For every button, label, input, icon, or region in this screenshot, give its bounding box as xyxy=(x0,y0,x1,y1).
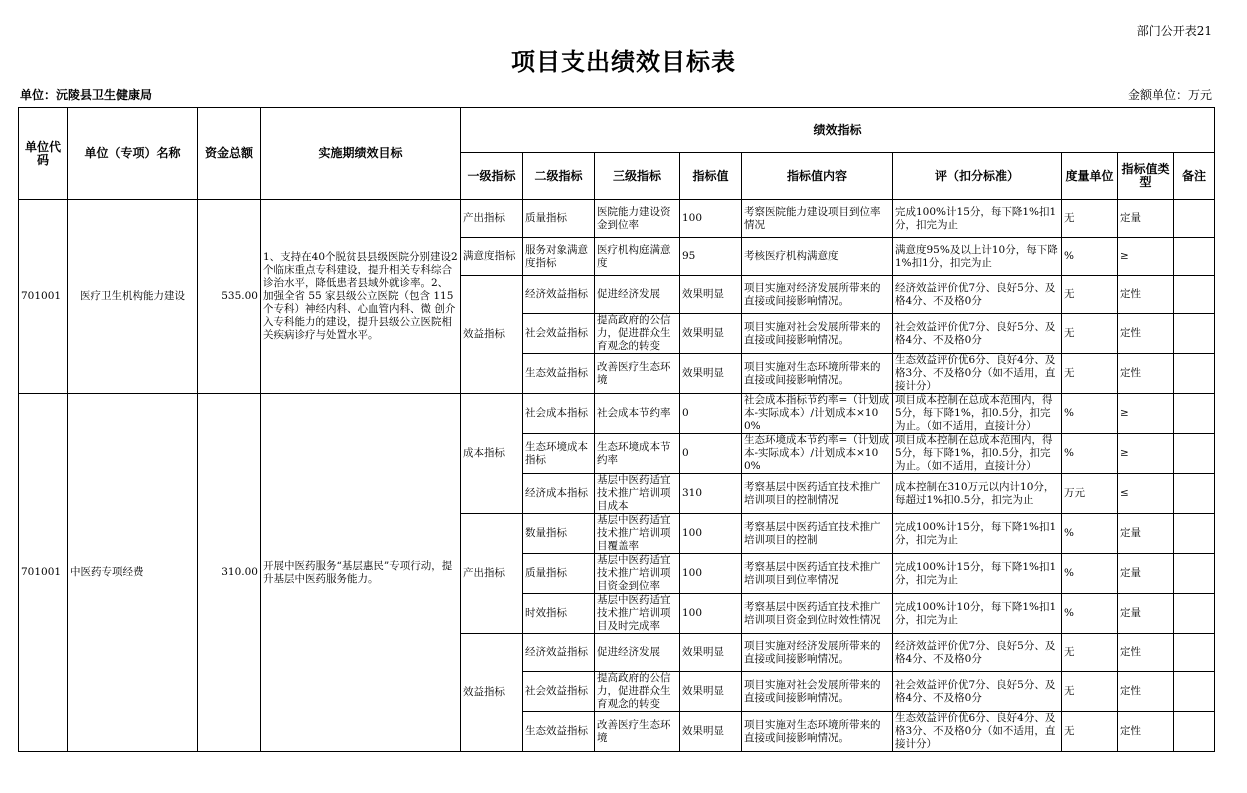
scoring-text: 完成100%计10分，每下降1%扣1分，扣完为止 xyxy=(895,600,1057,626)
level3-cell xyxy=(595,474,680,514)
unit-cell: % xyxy=(1062,514,1118,554)
unit-cell: % xyxy=(1062,394,1118,434)
content-text: 项目实施对社会发展所带来的直接或间接影响情况。 xyxy=(744,678,881,704)
level2-cell: 质量指标 xyxy=(523,554,595,594)
project-amount: 310.00 xyxy=(198,394,261,752)
level2-cell: 生态环境成本指标 xyxy=(523,434,595,474)
scoring-cell xyxy=(893,314,1062,354)
level3-cell xyxy=(595,554,680,594)
scoring-text: 项目成本控制在总成本范围内，得5分，每下降1%，扣0.5分，扣完为止。（如不适用，直接计分） xyxy=(895,394,1053,432)
scoring-text: 完成100%计15分，每下降1%扣1分，扣完为止 xyxy=(895,560,1057,586)
type-cell: 定性 xyxy=(1118,712,1174,752)
value-cell: 效果明显 xyxy=(680,354,742,394)
scoring-text: 项目成本控制在总成本范围内，得5分，每下降1%，扣0.5分，扣完为止。（如不适用，直接计分） xyxy=(895,434,1053,472)
level3-cell xyxy=(595,200,680,238)
level3-cell xyxy=(595,434,680,474)
scoring-cell xyxy=(893,554,1062,594)
level3-text: 基层中医药适宜技术推广培训项目及时完成率 xyxy=(597,594,671,632)
project-name: 医疗卫生机构能力建设 xyxy=(68,200,198,394)
value-cell: 100 xyxy=(680,554,742,594)
level3-text: 基层中医药适宜技术推广培训项目覆盖率 xyxy=(597,514,671,552)
content-cell xyxy=(742,672,893,712)
value-cell: 效果明显 xyxy=(680,634,742,672)
level3-text: 提高政府的公信力，促进群众生育观念的转变 xyxy=(597,314,671,352)
scoring-text: 完成100%计15分，每下降1%扣1分，扣完为止 xyxy=(895,520,1057,546)
type-cell: 定量 xyxy=(1118,514,1174,554)
value-cell: 100 xyxy=(680,200,742,238)
level3-cell xyxy=(595,394,680,434)
level3-text: 基层中医药适宜技术推广培训项目成本 xyxy=(597,474,671,512)
level3-text: 生态环境成本节约率 xyxy=(597,440,671,466)
type-cell: ≤ xyxy=(1118,474,1174,514)
value-cell: 效果明显 xyxy=(680,712,742,752)
remark-cell xyxy=(1174,434,1215,474)
scoring-cell xyxy=(893,514,1062,554)
type-cell: ≥ xyxy=(1118,238,1174,276)
unit-cell: 万元 xyxy=(1062,474,1118,514)
content-text: 项目实施对生态环境所带来的直接或间接影响情况。 xyxy=(744,360,881,386)
remark-cell xyxy=(1174,354,1215,394)
remark-cell xyxy=(1174,514,1215,554)
project-amount: 535.00 xyxy=(198,200,261,394)
content-text: 社会成本指标节约率=（计划成本-实际成本）/计划成本×100% xyxy=(744,394,890,432)
unit-cell: 无 xyxy=(1062,314,1118,354)
header-level3: 三级指标 xyxy=(595,153,680,200)
content-text: 考察医院能力建设项目到位率情况 xyxy=(744,205,881,231)
content-text: 项目实施对经济发展所带来的直接或间接影响情况。 xyxy=(744,639,881,665)
content-cell xyxy=(742,238,893,276)
unit-label: 单位：沅陵县卫生健康局 xyxy=(20,88,153,102)
header-scoring: 评（扣分标准） xyxy=(893,153,1062,200)
remark-cell xyxy=(1174,394,1215,434)
level1-cell: 产出指标 xyxy=(461,200,523,238)
content-text: 考核医疗机构满意度 xyxy=(744,250,839,262)
level2-cell: 服务对象满意度指标 xyxy=(523,238,595,276)
remark-cell xyxy=(1174,634,1215,672)
level3-text: 社会成本节约率 xyxy=(597,407,671,419)
type-cell: 定量 xyxy=(1118,200,1174,238)
page-title: 项目支出绩效目标表 xyxy=(511,48,736,76)
level3-text: 改善医疗生态环境 xyxy=(597,718,671,744)
scoring-cell xyxy=(893,394,1062,434)
content-text: 项目实施对生态环境所带来的直接或间接影响情况。 xyxy=(744,718,881,744)
level3-cell xyxy=(595,634,680,672)
scoring-cell xyxy=(893,238,1062,276)
header-unit-name: 单位（专项）名称 xyxy=(68,108,198,200)
scoring-cell xyxy=(893,712,1062,752)
content-cell xyxy=(742,634,893,672)
content-text: 考察基层中医药适宜技术推广培训项目的控制情况 xyxy=(744,480,881,506)
level3-text: 医疗机构庭满意度 xyxy=(597,243,671,269)
type-cell: 定性 xyxy=(1118,634,1174,672)
level3-cell xyxy=(595,276,680,314)
scoring-cell xyxy=(893,594,1062,634)
header-level2: 二级指标 xyxy=(523,153,595,200)
unit-cell: 无 xyxy=(1062,712,1118,752)
scoring-text: 社会效益评价优7分、良好5分、及格4分、不及格0分 xyxy=(895,678,1056,704)
remark-cell xyxy=(1174,200,1215,238)
type-cell: 定量 xyxy=(1118,594,1174,634)
scoring-cell xyxy=(893,672,1062,712)
header-value-type: 指标值类型 xyxy=(1118,153,1174,200)
type-cell: ≥ xyxy=(1118,434,1174,474)
level1-cell: 效益指标 xyxy=(461,276,523,394)
unit-cell: % xyxy=(1062,434,1118,474)
remark-cell xyxy=(1174,672,1215,712)
level3-text: 改善医疗生态环境 xyxy=(597,360,671,386)
value-cell: 效果明显 xyxy=(680,314,742,354)
content-text: 项目实施对经济发展所带来的直接或间接影响情况。 xyxy=(744,281,881,307)
level2-cell: 社会效益指标 xyxy=(523,672,595,712)
content-cell xyxy=(742,514,893,554)
content-cell xyxy=(742,276,893,314)
content-cell xyxy=(742,434,893,474)
level3-text: 促进经济发展 xyxy=(597,288,660,300)
remark-cell xyxy=(1174,238,1215,276)
value-cell: 0 xyxy=(680,394,742,434)
scoring-cell xyxy=(893,474,1062,514)
level3-cell xyxy=(595,354,680,394)
header-indicators: 绩效指标 xyxy=(461,108,1215,153)
performance-table xyxy=(18,107,1215,752)
value-cell: 0 xyxy=(680,434,742,474)
level1-cell: 产出指标 xyxy=(461,514,523,634)
header-unit-code: 单位代码 xyxy=(19,108,68,200)
content-cell xyxy=(742,354,893,394)
level2-cell: 生态效益指标 xyxy=(523,354,595,394)
level3-text: 提高政府的公信力，促进群众生育观念的转变 xyxy=(597,672,671,710)
content-cell xyxy=(742,200,893,238)
scoring-cell xyxy=(893,200,1062,238)
level2-cell: 时效指标 xyxy=(523,594,595,634)
level1-cell: 成本指标 xyxy=(461,394,523,514)
form-number: 部门公开表21 xyxy=(1136,24,1212,38)
value-cell: 95 xyxy=(680,238,742,276)
unit-cell: 无 xyxy=(1062,200,1118,238)
value-cell: 310 xyxy=(680,474,742,514)
remark-cell xyxy=(1174,712,1215,752)
type-cell: 定性 xyxy=(1118,276,1174,314)
header-total-funds: 资金总额 xyxy=(198,108,261,200)
level2-cell: 经济效益指标 xyxy=(523,276,595,314)
level2-cell: 经济效益指标 xyxy=(523,634,595,672)
type-cell: 定性 xyxy=(1118,314,1174,354)
amount-unit-label: 金额单位：万元 xyxy=(1127,88,1212,102)
unit-cell: % xyxy=(1062,594,1118,634)
remark-cell xyxy=(1174,474,1215,514)
remark-cell xyxy=(1174,554,1215,594)
level2-cell: 社会效益指标 xyxy=(523,314,595,354)
scoring-text: 经济效益评价优7分、良好5分、及格4分、不及格0分 xyxy=(895,639,1056,665)
content-text: 考察基层中医药适宜技术推广培训项目的控制 xyxy=(744,520,881,546)
level2-cell: 质量指标 xyxy=(523,200,595,238)
level2-cell: 生态效益指标 xyxy=(523,712,595,752)
remark-cell xyxy=(1174,594,1215,634)
header-value: 指标值 xyxy=(680,153,742,200)
scoring-text: 经济效益评价优7分、良好5分、及格4分、不及格0分 xyxy=(895,281,1056,307)
unit-cell: 无 xyxy=(1062,276,1118,314)
type-cell: ≥ xyxy=(1118,394,1174,434)
project-target: 开展中医药服务“基层惠民”专项行动，提升基层中医药服务能力。 xyxy=(261,394,461,752)
level3-cell xyxy=(595,314,680,354)
content-cell xyxy=(742,474,893,514)
unit-cell: 无 xyxy=(1062,634,1118,672)
header-content: 指标值内容 xyxy=(742,153,893,200)
content-cell xyxy=(742,594,893,634)
level3-text: 促进经济发展 xyxy=(597,646,660,658)
scoring-cell xyxy=(893,434,1062,474)
remark-cell xyxy=(1174,276,1215,314)
level3-cell xyxy=(595,594,680,634)
level1-cell: 效益指标 xyxy=(461,634,523,752)
header-level1: 一级指标 xyxy=(461,153,523,200)
header-target: 实施期绩效目标 xyxy=(261,108,461,200)
value-cell: 100 xyxy=(680,514,742,554)
unit-cell: 无 xyxy=(1062,354,1118,394)
scoring-text: 社会效益评价优7分、良好5分、及格4分、不及格0分 xyxy=(895,320,1056,346)
content-cell xyxy=(742,314,893,354)
type-cell: 定性 xyxy=(1118,354,1174,394)
value-cell: 100 xyxy=(680,594,742,634)
type-cell: 定性 xyxy=(1118,672,1174,712)
content-cell xyxy=(742,394,893,434)
remark-cell xyxy=(1174,314,1215,354)
scoring-text: 生态效益评价优6分、良好4分、及格3分、不及格0分（如不适用，直接计分） xyxy=(895,354,1056,392)
project-code: 701001 xyxy=(19,394,68,752)
unit-cell: 无 xyxy=(1062,672,1118,712)
project-name: 中医药专项经费 xyxy=(68,394,198,752)
content-text: 考察基层中医药适宜技术推广培训项目到位率情况 xyxy=(744,560,881,586)
content-text: 项目实施对社会发展所带来的直接或间接影响情况。 xyxy=(744,320,881,346)
scoring-text: 成本控制在310万元以内计10分，每超过1%扣0.5分，扣完为止 xyxy=(895,480,1055,506)
level2-cell: 数量指标 xyxy=(523,514,595,554)
unit-cell: % xyxy=(1062,238,1118,276)
level3-cell xyxy=(595,672,680,712)
scoring-cell xyxy=(893,276,1062,314)
content-text: 考察基层中医药适宜技术推广培训项目资金到位时效性情况 xyxy=(744,600,881,626)
type-cell: 定量 xyxy=(1118,554,1174,594)
level3-cell xyxy=(595,712,680,752)
content-text: 生态环境成本节约率=（计划成本-实际成本）/计划成本×100% xyxy=(744,434,890,472)
scoring-cell xyxy=(893,354,1062,394)
header-remark: 备注 xyxy=(1174,153,1215,200)
scoring-text: 满意度95%及以上计10分，每下降1%扣1分，扣完为止 xyxy=(895,243,1058,269)
project-target: 1、支持在40个脱贫县县级医院分别建设2个临床重点专科建设，提升相关专科综合诊治水平，降低患者县域外就诊率。2、加强全省 55 家县级公立医院（包含 115 个专科）神经内科、心血管内科、微 创介入专科能力的建设，提升县级公立医院相关疾病诊疗与处置水平。 xyxy=(261,200,461,394)
level3-text: 基层中医药适宜技术推广培训项目资金到位率 xyxy=(597,554,671,592)
scoring-cell xyxy=(893,634,1062,672)
level1-cell: 满意度指标 xyxy=(461,238,523,276)
scoring-text: 完成100%计15分，每下降1%扣1分，扣完为止 xyxy=(895,205,1057,231)
header-measure-unit: 度量单位 xyxy=(1062,153,1118,200)
project-code: 701001 xyxy=(19,200,68,394)
unit-cell: % xyxy=(1062,554,1118,594)
level3-cell xyxy=(595,238,680,276)
value-cell: 效果明显 xyxy=(680,276,742,314)
content-cell xyxy=(742,712,893,752)
scoring-text: 生态效益评价优6分、良好4分、及格3分、不及格0分（如不适用，直接计分） xyxy=(895,712,1056,750)
level3-text: 医院能力建设资金到位率 xyxy=(597,205,671,231)
level2-cell: 经济成本指标 xyxy=(523,474,595,514)
level2-cell: 社会成本指标 xyxy=(523,394,595,434)
value-cell: 效果明显 xyxy=(680,672,742,712)
level3-cell xyxy=(595,514,680,554)
content-cell xyxy=(742,554,893,594)
